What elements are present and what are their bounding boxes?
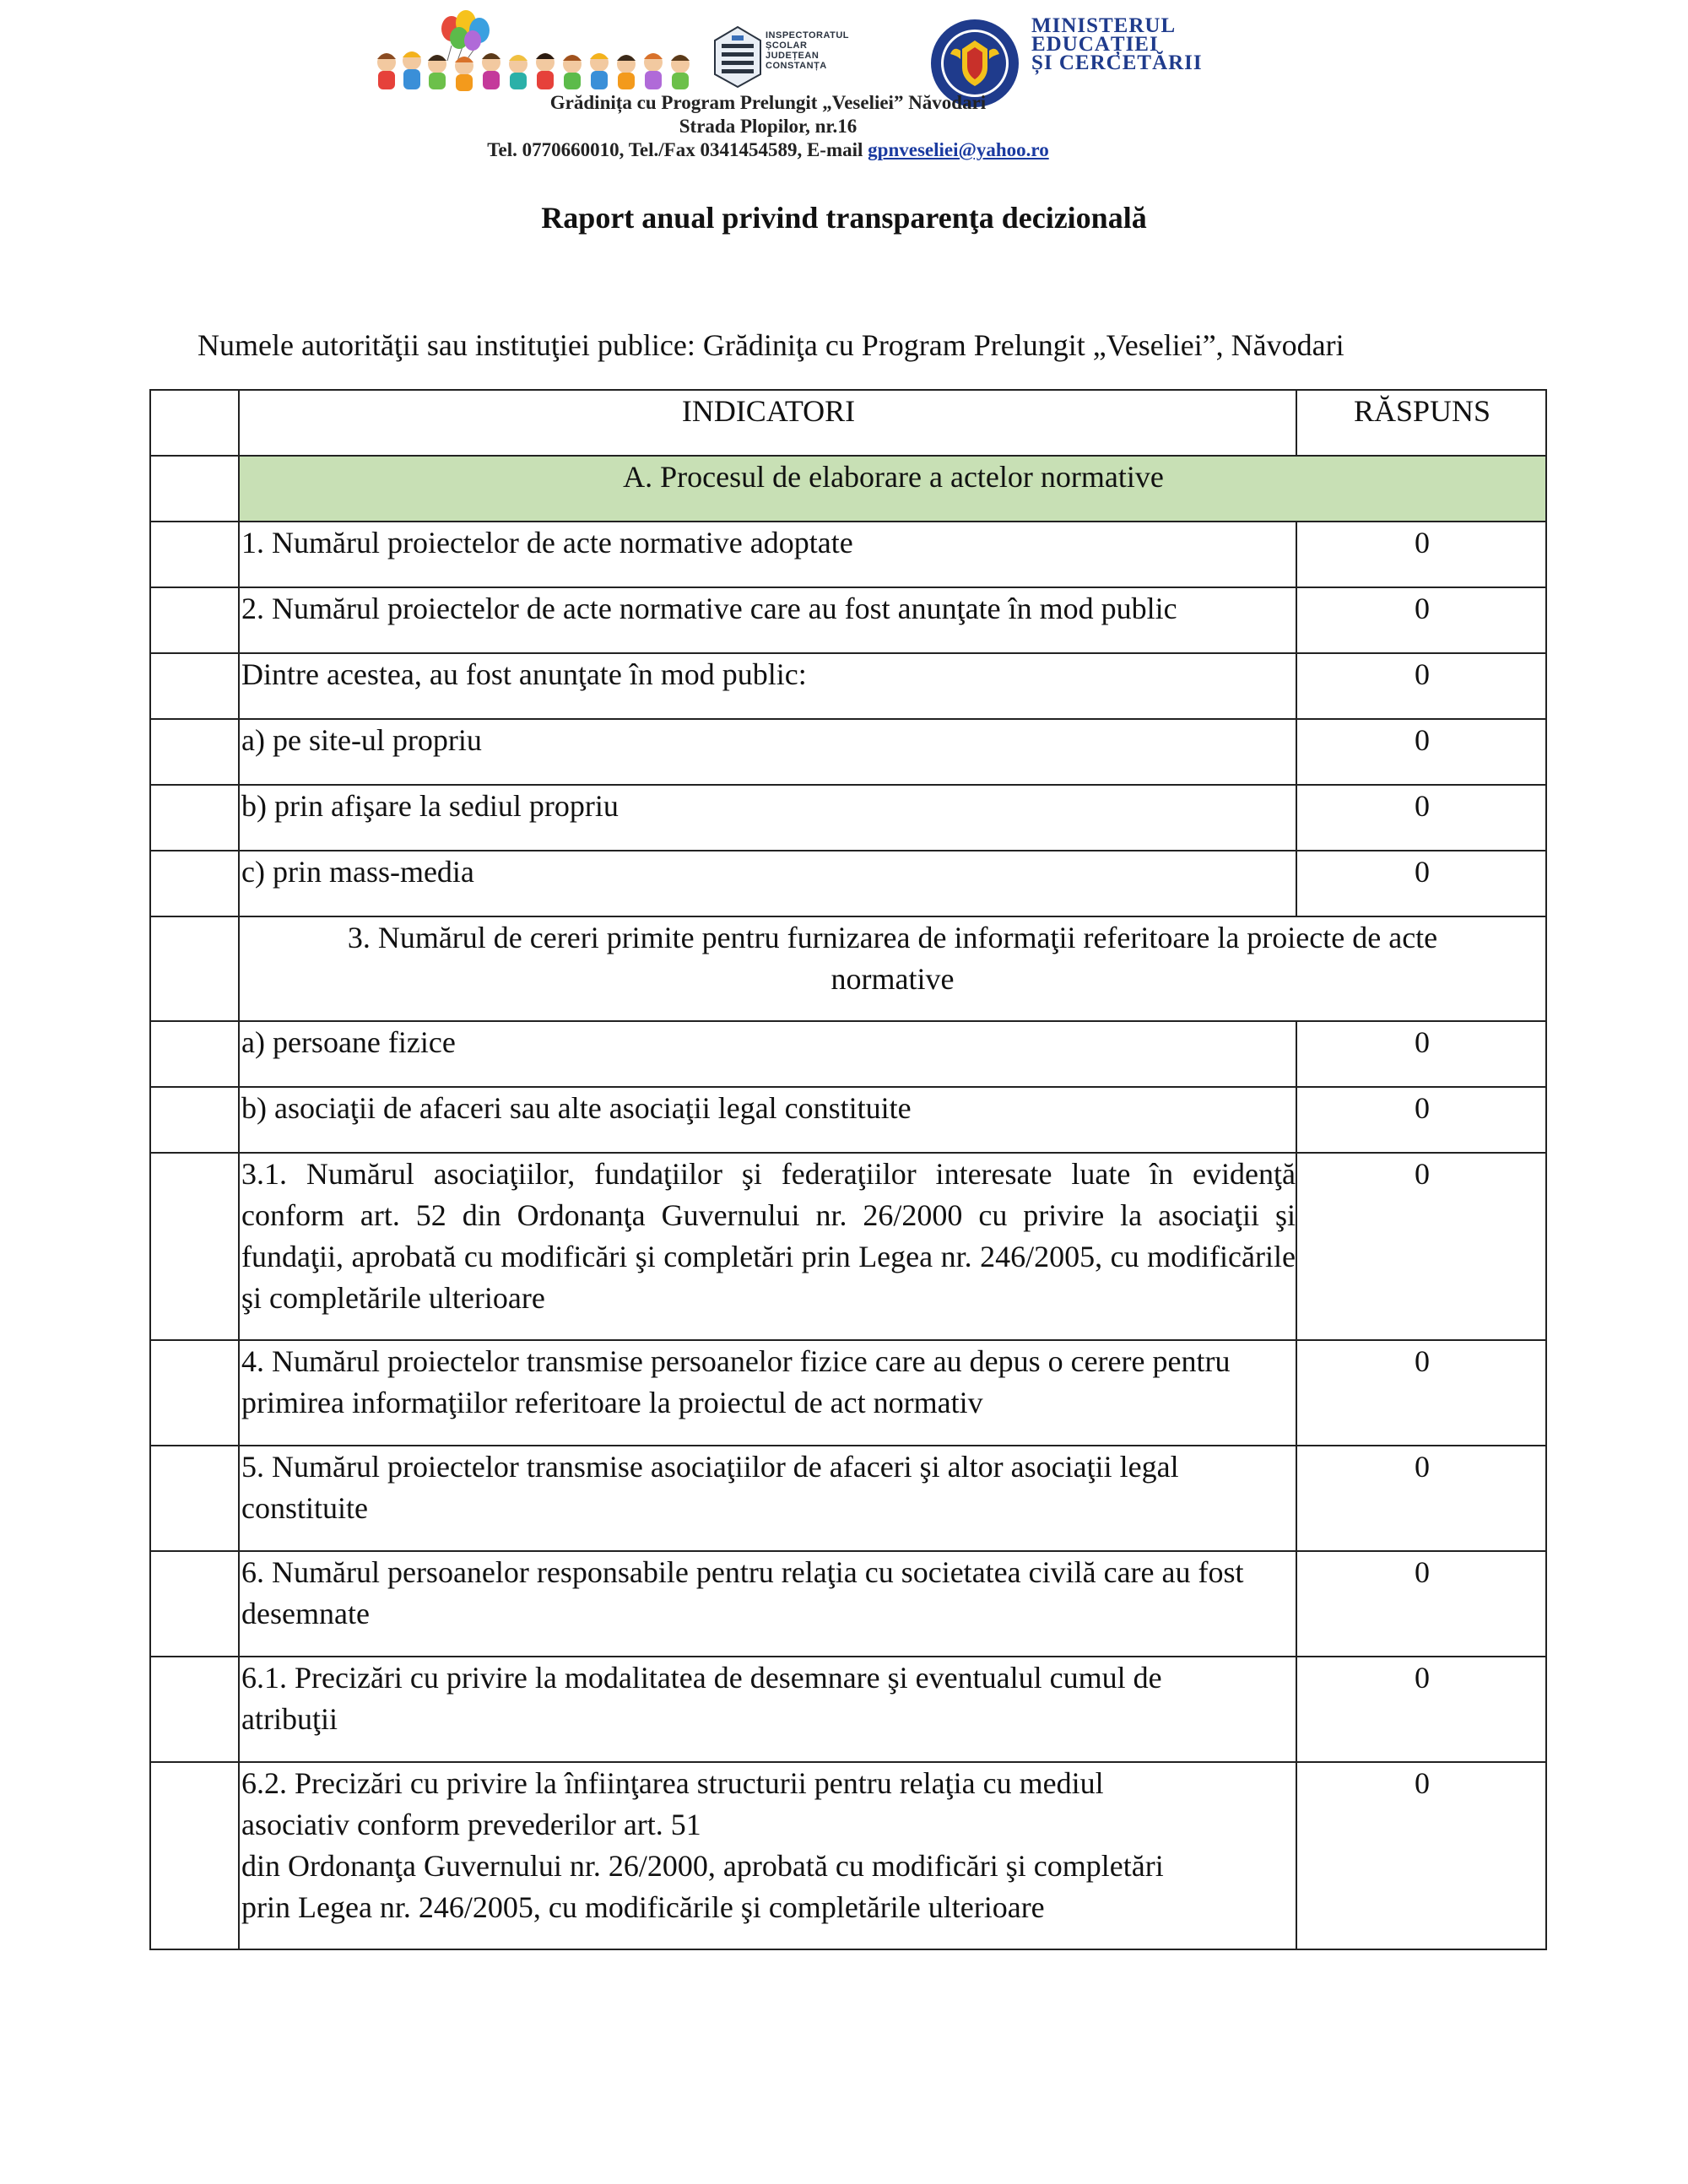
school-address: Strada Plopilor, nr.16 [679,116,858,137]
empty-cell [150,719,239,785]
table-row [150,1762,1546,1949]
table-row [150,1551,1546,1657]
indicator-text: a) persoane fizice [239,1021,1296,1087]
isj-name: INSPECTORATUL ȘCOLAR JUDEȚEAN CONSTANȚA [766,30,849,71]
isj-emblem-icon [713,25,762,89]
empty-cell [150,390,239,456]
indicator-line: din Ordonanţa Guvernului nr. 26/2000, aprobată cu modificări şi completări [241,1849,1164,1883]
table-row [150,1340,1546,1446]
empty-cell [150,1446,239,1551]
email-link[interactable]: gpnveseliei@yahoo.ro [868,139,1049,160]
section-row [150,456,1546,522]
indicator-value: 0 [1296,851,1546,916]
indicator-line: asociativ conform prevederilor art. 51 [241,1808,701,1841]
indicator-value: 0 [1296,1657,1546,1762]
empty-cell [150,1087,239,1153]
empty-cell [150,653,239,719]
indicator-text: a) pe site-ul propriu [239,719,1296,785]
kids-row-icon [377,51,690,91]
kindergarten-logo [371,10,705,95]
indicator-text: 4. Numărul proiectelor transmise persoanelor fizice care au depus o cerere pentru primirea informaţiilor referitoare la proiectul de act normativ [239,1340,1296,1446]
indicator-text: c) prin mass-media [239,851,1296,916]
document-title: Raport anual privind transparenţa decizională [541,201,1147,235]
empty-cell [150,916,239,1021]
institution-line: Numele autorităţii sau instituţiei publice: Grădiniţa cu Program Prelungit „Veseliei”, Năvodari [197,328,1344,362]
table-row [150,851,1546,916]
indicator-line: 6.2. Precizări cu privire la înfiinţarea structurii pentru relaţia cu mediul [241,1766,1104,1800]
table-row [150,1087,1546,1153]
empty-cell [150,1762,239,1949]
indicator-value: 0 [1296,1340,1546,1446]
indicator-value: 0 [1296,785,1546,851]
indicators-table [149,389,1547,1950]
indicator-text: Dintre acestea, au fost anunţate în mod public: [239,653,1296,719]
empty-cell [150,587,239,653]
indicator-value: 0 [1296,1446,1546,1551]
header-response: RĂSPUNS [1296,390,1546,456]
balloons-icon [441,10,490,61]
indicator-value: 0 [1296,719,1546,785]
school-contact [0,138,1536,162]
indicator-value: 0 [1296,653,1546,719]
indicator-text: 3.1. Numărul asociaţiilor, fundaţiilor şi federaţiilor interesate luate în evidenţă conform art. 52 din Ordonanţa Guvernului nr. 26/2000 cu privire la asociaţii şi fundaţii, aprobată cu modificări şi completări prin Legea nr. 246/2005, cu modificările şi completările ulterioare [239,1153,1296,1340]
table-row [150,1657,1546,1762]
table-row [150,653,1546,719]
indicator-text: b) asociaţii de afaceri sau alte asociaţii legal constituite [239,1087,1296,1153]
letterhead [0,0,1688,169]
indicator-text: 1. Numărul proiectelor de acte normative adoptate [239,522,1296,587]
indicator-value: 0 [1296,522,1546,587]
indicator-value: 0 [1296,1087,1546,1153]
indicator-value: 0 [1296,1021,1546,1087]
indicator-line: prin Legea nr. 246/2005, cu modificările şi completările ulterioare [241,1890,1045,1924]
empty-cell [150,1153,239,1340]
indicator-text: 6.1. Precizări cu privire la modalitatea de desemnare şi eventualul cumul de atribuţii [239,1657,1296,1762]
table-row [150,785,1546,851]
table-row [150,587,1546,653]
indicator-text: 6. Numărul persoanelor responsabile pentru relaţia cu societatea civilă care au fost desemnate [239,1551,1296,1657]
empty-cell [150,1340,239,1446]
school-name: Grădinița cu Program Prelungit „Veseliei” Năvodari [549,92,987,113]
indicator-value: 0 [1296,1153,1546,1340]
table-row [150,719,1546,785]
indicator-text: b) prin afişare la sediul propriu [239,785,1296,851]
empty-cell [150,1657,239,1762]
contact-phones: Tel. 0770660010, Tel./Fax 0341454589, E-mail [487,139,868,160]
indicator-text: 5. Numărul proiectelor transmise asociaţiilor de afaceri şi altor asociaţii legal constituite [239,1446,1296,1551]
table-row [150,1153,1546,1340]
empty-cell [150,1551,239,1657]
empty-cell [150,1021,239,1087]
indicator-text [239,1762,1296,1949]
indicator-value: 0 [1296,587,1546,653]
ministry-name: MINISTERUL EDUCAȚIEI ȘI CERCETĂRII [1031,14,1203,74]
empty-cell [150,522,239,587]
empty-cell [150,456,239,522]
school-identification [0,91,1536,162]
table-row [150,1021,1546,1087]
indicator-value: 0 [1296,1551,1546,1657]
isj-logo [713,25,895,89]
table-row [150,522,1546,587]
indicator-text: 2. Numărul proiectelor de acte normative care au fost anunţate în mod public [239,587,1296,653]
header-indicators: INDICATORI [239,390,1296,456]
table-row [150,916,1546,1021]
table-header-row [150,390,1546,456]
section-a-title: A. Procesul de elaborare a actelor normative [239,456,1546,522]
table-row [150,1446,1546,1551]
item-3-title: 3. Numărul de cereri primite pentru furnizarea de informaţii referitoare la proiecte de acte normative [239,916,1546,1021]
empty-cell [150,851,239,916]
indicator-value: 0 [1296,1762,1546,1949]
empty-cell [150,785,239,851]
